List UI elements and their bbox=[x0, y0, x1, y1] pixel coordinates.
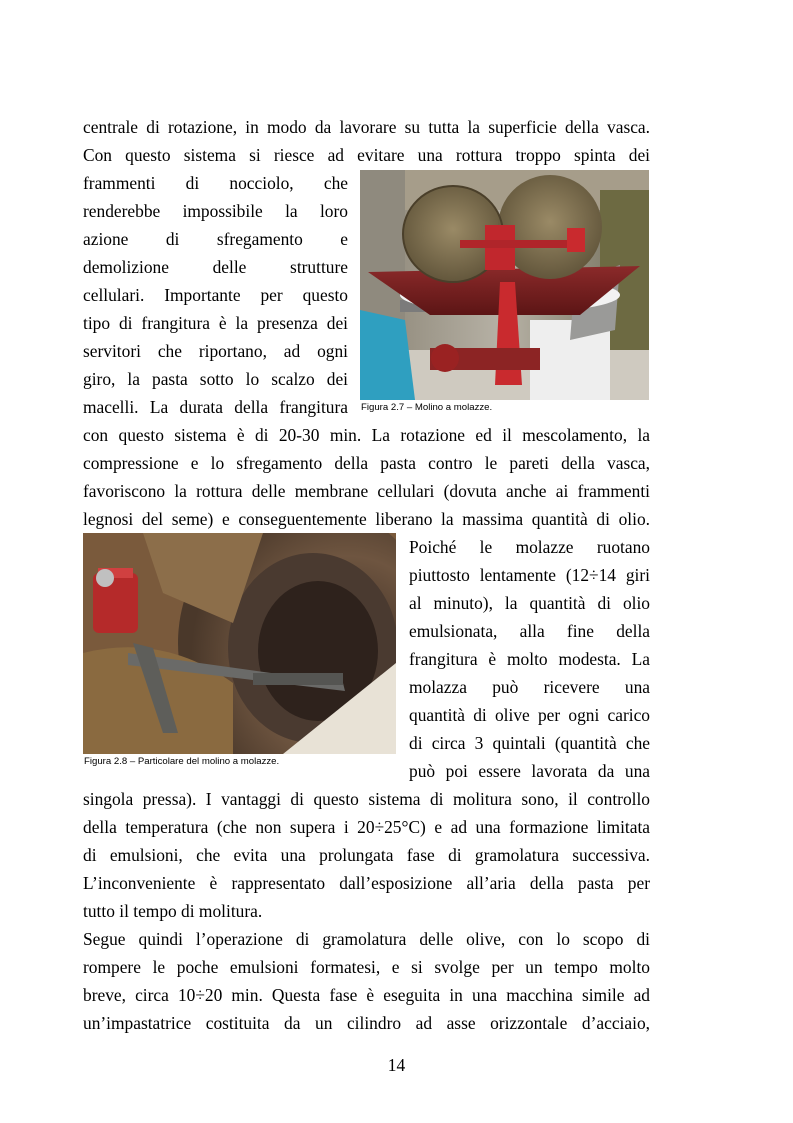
text-line: favoriscono la rottura delle membrane cellulari (dovuta anche ai frammenti bbox=[83, 481, 650, 501]
text-line: della temperatura (che non supera i 20÷25°C) e ad una formazione limitata bbox=[83, 817, 650, 837]
text-line: Con questo sistema si riesce ad evitare una rottura troppo spinta dei bbox=[83, 145, 650, 165]
text-line: di circa 3 quintali (quantità che bbox=[409, 733, 650, 753]
text-line: Poiché le molazze ruotano bbox=[409, 537, 650, 557]
figure-caption: Figura 2.8 – Particolare del molino a molazze. bbox=[84, 756, 280, 767]
page-number: 14 bbox=[387, 1055, 406, 1075]
text-line: compressione e lo sfregamento della pasta contro le pareti della vasca, bbox=[83, 453, 650, 473]
text-line: di emulsioni, che evita una prolungata fase di gramolatura successiva. bbox=[83, 845, 650, 865]
text-line: rompere le poche emulsioni formatesi, e si svolge per un tempo molto bbox=[83, 957, 650, 977]
text-line: tipo di frangitura è la presenza dei bbox=[83, 313, 348, 333]
text-line: tutto il tempo di molitura. bbox=[83, 901, 263, 921]
text-line: molazza può ricevere una bbox=[409, 677, 650, 697]
text-line: singola pressa). I vantaggi di questo sistema di molitura sono, il controllo bbox=[83, 789, 650, 809]
figure-mill-detail-photo bbox=[83, 533, 396, 754]
text-line: demolizione delle strutture bbox=[83, 257, 348, 277]
text-line: legnosi del seme) e conseguentemente liberano la massima quantità di olio. bbox=[83, 509, 650, 529]
text-line: può poi essere lavorata da una bbox=[409, 761, 650, 781]
text-line: breve, circa 10÷20 min. Questa fase è eseguita in una macchina simile ad bbox=[83, 985, 650, 1005]
text-line: giro, la pasta sotto lo scalzo dei bbox=[83, 369, 348, 389]
text-line: quantità di olive per ogni carico bbox=[409, 705, 650, 725]
text-line: un’impastatrice costituita da un cilindro ad asse orizzontale d’acciaio, bbox=[83, 1013, 650, 1033]
figure-millstones-photo bbox=[360, 170, 649, 400]
text-line: piuttosto lentamente (12÷14 giri bbox=[409, 565, 650, 585]
text-line: L’inconveniente è rappresentato dall’esposizione all’aria della pasta per bbox=[83, 873, 650, 893]
text-line: servitori che riportano, ad ogni bbox=[83, 341, 348, 361]
text-line: frammenti di nocciolo, che bbox=[83, 173, 348, 193]
text-line: cellulari. Importante per questo bbox=[83, 285, 348, 305]
text-line: con questo sistema è di 20-30 min. La rotazione ed il mescolamento, la bbox=[83, 425, 650, 445]
text-line: azione di sfregamento e bbox=[83, 229, 348, 249]
figure-caption: Figura 2.7 – Molino a molazze. bbox=[361, 402, 493, 413]
text-line: emulsionata, alla fine della bbox=[409, 621, 650, 641]
text-line: Segue quindi l’operazione di gramolatura delle olive, con lo scopo di bbox=[83, 929, 650, 949]
text-line: al minuto), la quantità di olio bbox=[409, 593, 650, 613]
text-line: macelli. La durata della frangitura bbox=[83, 397, 348, 417]
text-line: centrale di rotazione, in modo da lavorare su tutta la superficie della vasca. bbox=[83, 117, 650, 137]
text-line: renderebbe impossibile la loro bbox=[83, 201, 348, 221]
text-line: frangitura è molto modesta. La bbox=[409, 649, 650, 669]
